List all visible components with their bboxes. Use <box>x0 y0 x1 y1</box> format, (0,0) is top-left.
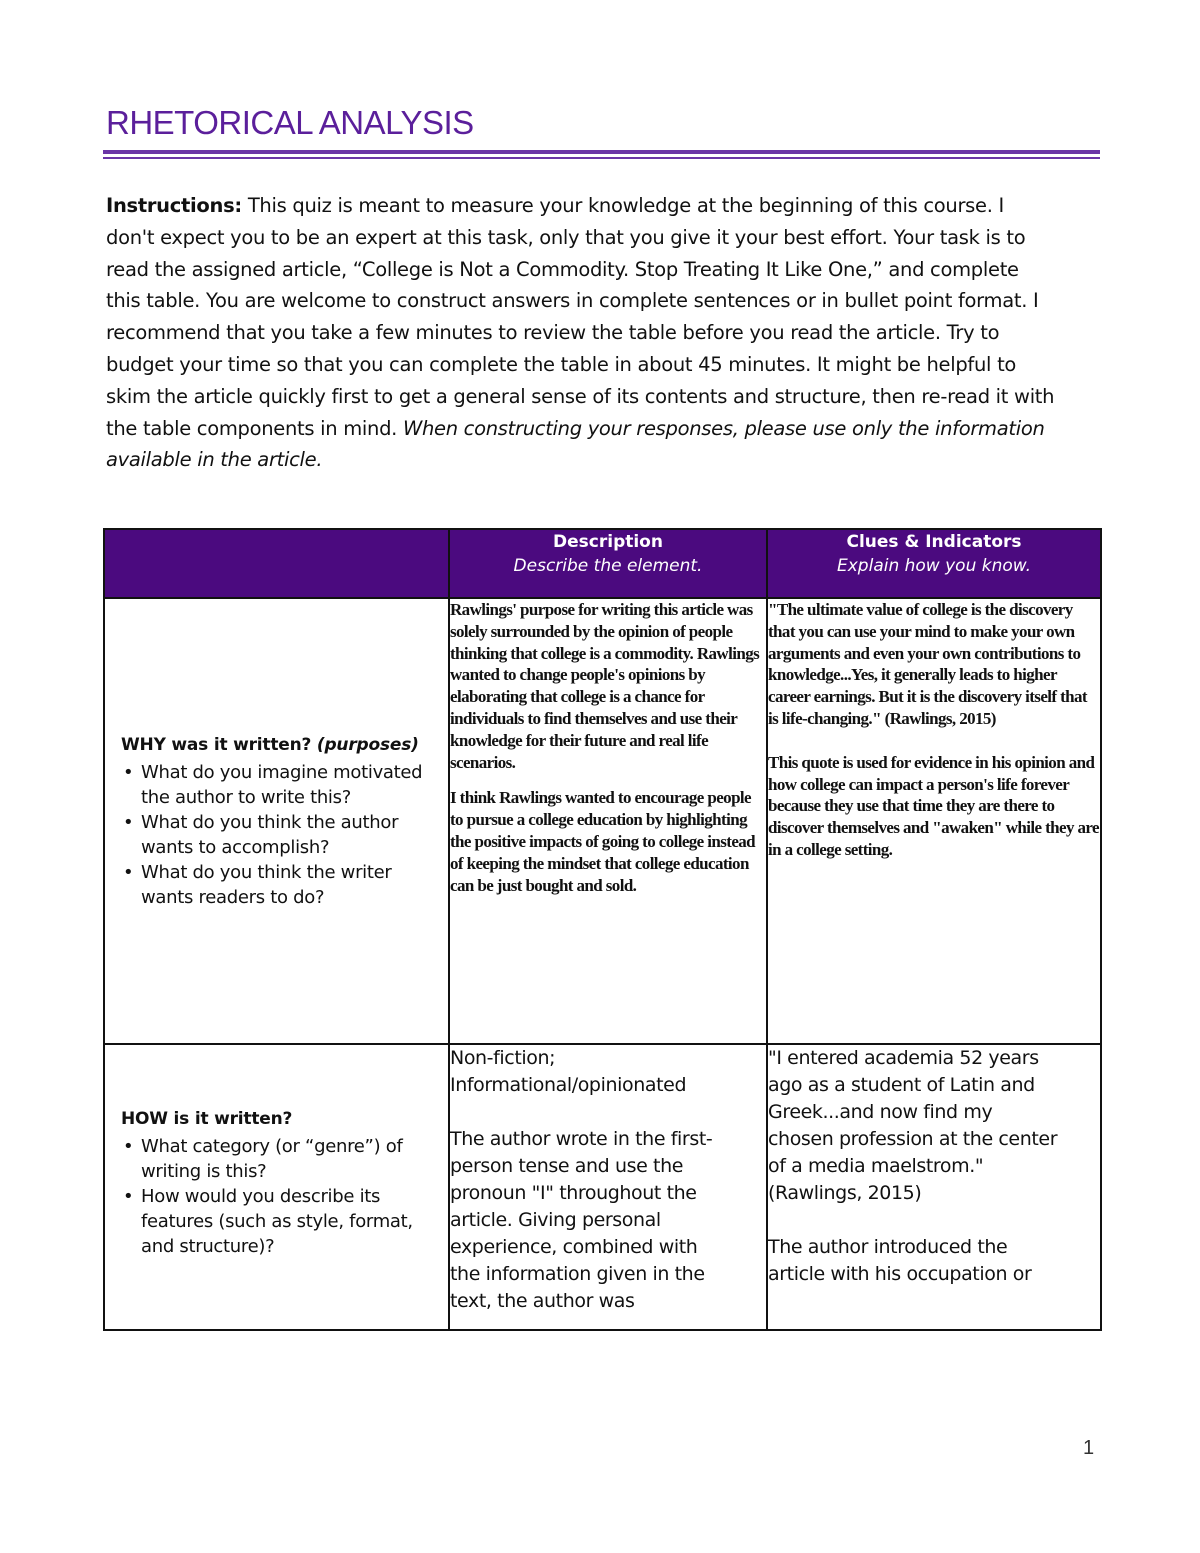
bullet-icon: • <box>123 811 134 833</box>
description-why-para-1: Rawlings' purpose for writing this article was solely surrounded by the opinion of people thinking that college is a commodity. Rawlings wanted to change people's opinions by elaborating that college is a chance for individuals to find themselves and use their knowledge for their future and real life scenarios. <box>450 600 760 772</box>
clues-cell-how <box>767 1044 1101 1330</box>
clues-how-quote: "I entered academia 52 years ago as a student of Latin and Greek...and now find my chosen profession at the center of a media maelstrom." (Rawlings, 2015) <box>768 1047 1058 1204</box>
header-description-subtitle: Describe the element. <box>513 556 703 576</box>
description-how-style: The author wrote in the first-person tense and use the pronoun "I" throughout the article. Giving personal experience, combined with the information given in the text, the author was <box>450 1128 713 1312</box>
header-clues-title: Clues & Indicators <box>846 532 1022 552</box>
table-header-row <box>104 529 1101 598</box>
clues-cell-why <box>767 598 1101 1044</box>
bullet-icon: • <box>123 861 134 883</box>
bullet-icon: • <box>123 1186 134 1207</box>
list-item: • What do you think the author wants to accomplish? <box>123 811 399 858</box>
header-clues <box>767 529 1101 598</box>
instructions-paragraph <box>106 190 1056 476</box>
list-item: • What category (or “genre”) of writing is this? <box>123 1136 403 1182</box>
clues-why-explanation: This quote is used for evidence in his opinion and how college can impact a person's life forever because they use that time they are there to discover themselves and "awaken" while they are in a college setting. <box>768 752 1099 859</box>
title-rule-thin <box>103 157 1100 159</box>
question-why-bullets <box>121 760 438 910</box>
table-row-how <box>104 1044 1101 1330</box>
bullet-icon: • <box>123 1136 134 1157</box>
question-how: HOW is it written? <box>121 1109 293 1129</box>
bullet-icon: • <box>123 761 134 783</box>
header-description-title: Description <box>553 532 663 552</box>
instructions-label: Instructions: <box>106 194 242 217</box>
clues-why-quote: "The ultimate value of college is the discovery that you can use your mind to make your own arguments and even your own contributions to knowledge...Yes, it generally leads to higher career earnings. But it is the discovery itself that is life-changing." (Rawlings, 2015) <box>768 600 1087 728</box>
header-blank-cell <box>104 529 449 598</box>
question-cell-why <box>104 598 449 1044</box>
list-item: • What do you imagine motivated the author to write this? <box>123 761 423 808</box>
list-item: • What do you think the writer wants readers to do? <box>123 861 392 908</box>
page-number: 1 <box>1083 1437 1095 1459</box>
instructions-body: This quiz is meant to measure your knowledge at the beginning of this course. I don't expect you to be an expert at this task, only that you give it your best effort. Your task is to read the assigned article, “College is Not a Commodity. Stop Treating It Like One,” and complete this table. You are welcome to construct answers in complete sentences or in bullet point format. I recommend that you take a few minutes to review the table before you read the article. Try to budget your time so that you can complete the table in about 45 minutes. It might be helpful to skim the article quickly first to get a general sense of its contents and structure, then re-read it with the table components in mind. <box>106 194 1055 440</box>
question-why: WHY was it written? (purposes) <box>121 734 419 755</box>
table-row-why <box>104 598 1101 1044</box>
list-item: • How would you describe its features (such as style, format, and structure)? <box>123 1186 413 1257</box>
clues-how-explanation: The author introduced the article with his occupation or <box>768 1236 1032 1285</box>
description-cell-why <box>449 598 767 1044</box>
page-title: RHETORICAL ANALYSIS <box>106 104 474 141</box>
description-how-genre: Non-fiction; Informational/opinionated <box>450 1047 687 1096</box>
description-cell-how <box>449 1044 767 1330</box>
instructions-italic-note: When constructing your responses, please use only the information available in the article. <box>106 416 1045 472</box>
description-why-para-2: I think Rawlings wanted to encourage people to pursue a college education by highlighting the positive impacts of going to college instead of keeping the mindset that college education can be just bought and sold. <box>450 788 756 895</box>
question-how-bullets <box>121 1134 438 1259</box>
header-description <box>449 529 767 598</box>
analysis-table <box>103 528 1102 1331</box>
question-cell-how <box>104 1044 449 1330</box>
question-why-italic: (purposes) <box>316 734 419 755</box>
title-rule-thick <box>103 150 1100 154</box>
header-clues-subtitle: Explain how you know. <box>837 556 1031 576</box>
